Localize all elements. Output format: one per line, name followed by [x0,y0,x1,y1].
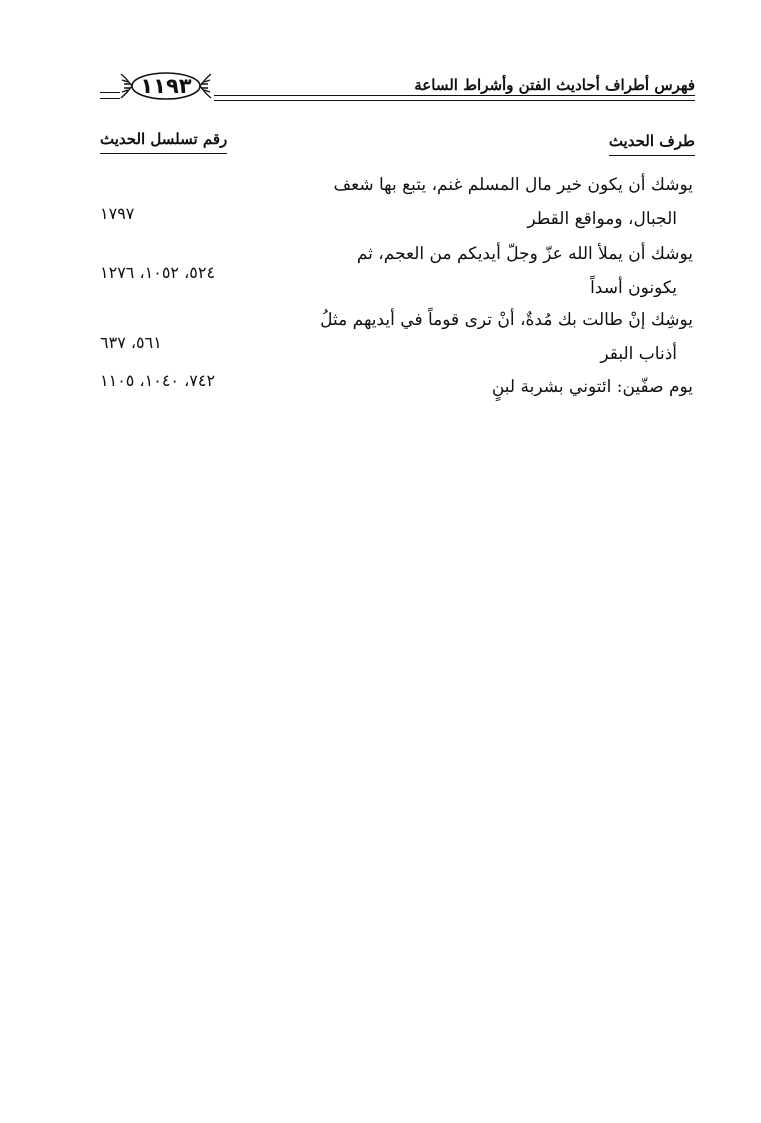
hadith-entry-line: يوشِك إنْ طالت بك مُدةٌ، أنْ ترى قوماً في أيديهم مثلُ [320,310,693,330]
header-rule-top [214,95,695,96]
column-heading-serial-number [100,130,227,154]
hadith-entry-line: يكونون أسداً [590,278,677,298]
hadith-entry-line: أذناب البقر [600,344,677,364]
hadith-serial-numbers: ٥٦١، ٦٣٧ [100,333,162,352]
column-heading-serial-number-label: رقم تسلسل الحديث [100,130,228,148]
hadith-entry-line: يوم صفّين: ائتوني بشربة لبنٍ [491,377,693,397]
hadith-entry-line: يوشك أن يملأ الله عزّ وجلّ أيديكم من العجم، ثم [356,244,693,264]
running-header-title: فهرس أطراف أحاديث الفتن وأشراط الساعة [414,76,695,94]
hadith-entry [293,370,693,404]
column-heading-hadith-end [609,132,695,156]
heading-underline [609,155,695,156]
page-number: ١١٩٣ [140,74,192,98]
hadith-serial-numbers: ٧٤٢، ١٠٤٠، ١١٠٥ [100,371,216,390]
column-heading-hadith-end-label: طرف الحديث [608,132,695,150]
hadith-entry [293,303,693,371]
hadith-serial-numbers: ١٧٩٧ [100,204,135,223]
hadith-entry [293,168,693,236]
hadith-entry [293,237,693,305]
heading-underline [100,153,227,154]
page-number-badge [118,70,214,102]
header-rule-left-top [100,92,120,93]
hadith-entry-line: الجبال، ومواقع القطر [527,209,677,229]
header-rule-bottom [214,100,695,101]
hadith-entry-line: يوشك أن يكون خير مال المسلم غنم، يتبع بها شعف [333,175,693,195]
header-rule-left-bottom [100,98,120,99]
hadith-serial-numbers: ٥٢٤، ١٠٥٢، ١٢٧٦ [100,263,216,282]
